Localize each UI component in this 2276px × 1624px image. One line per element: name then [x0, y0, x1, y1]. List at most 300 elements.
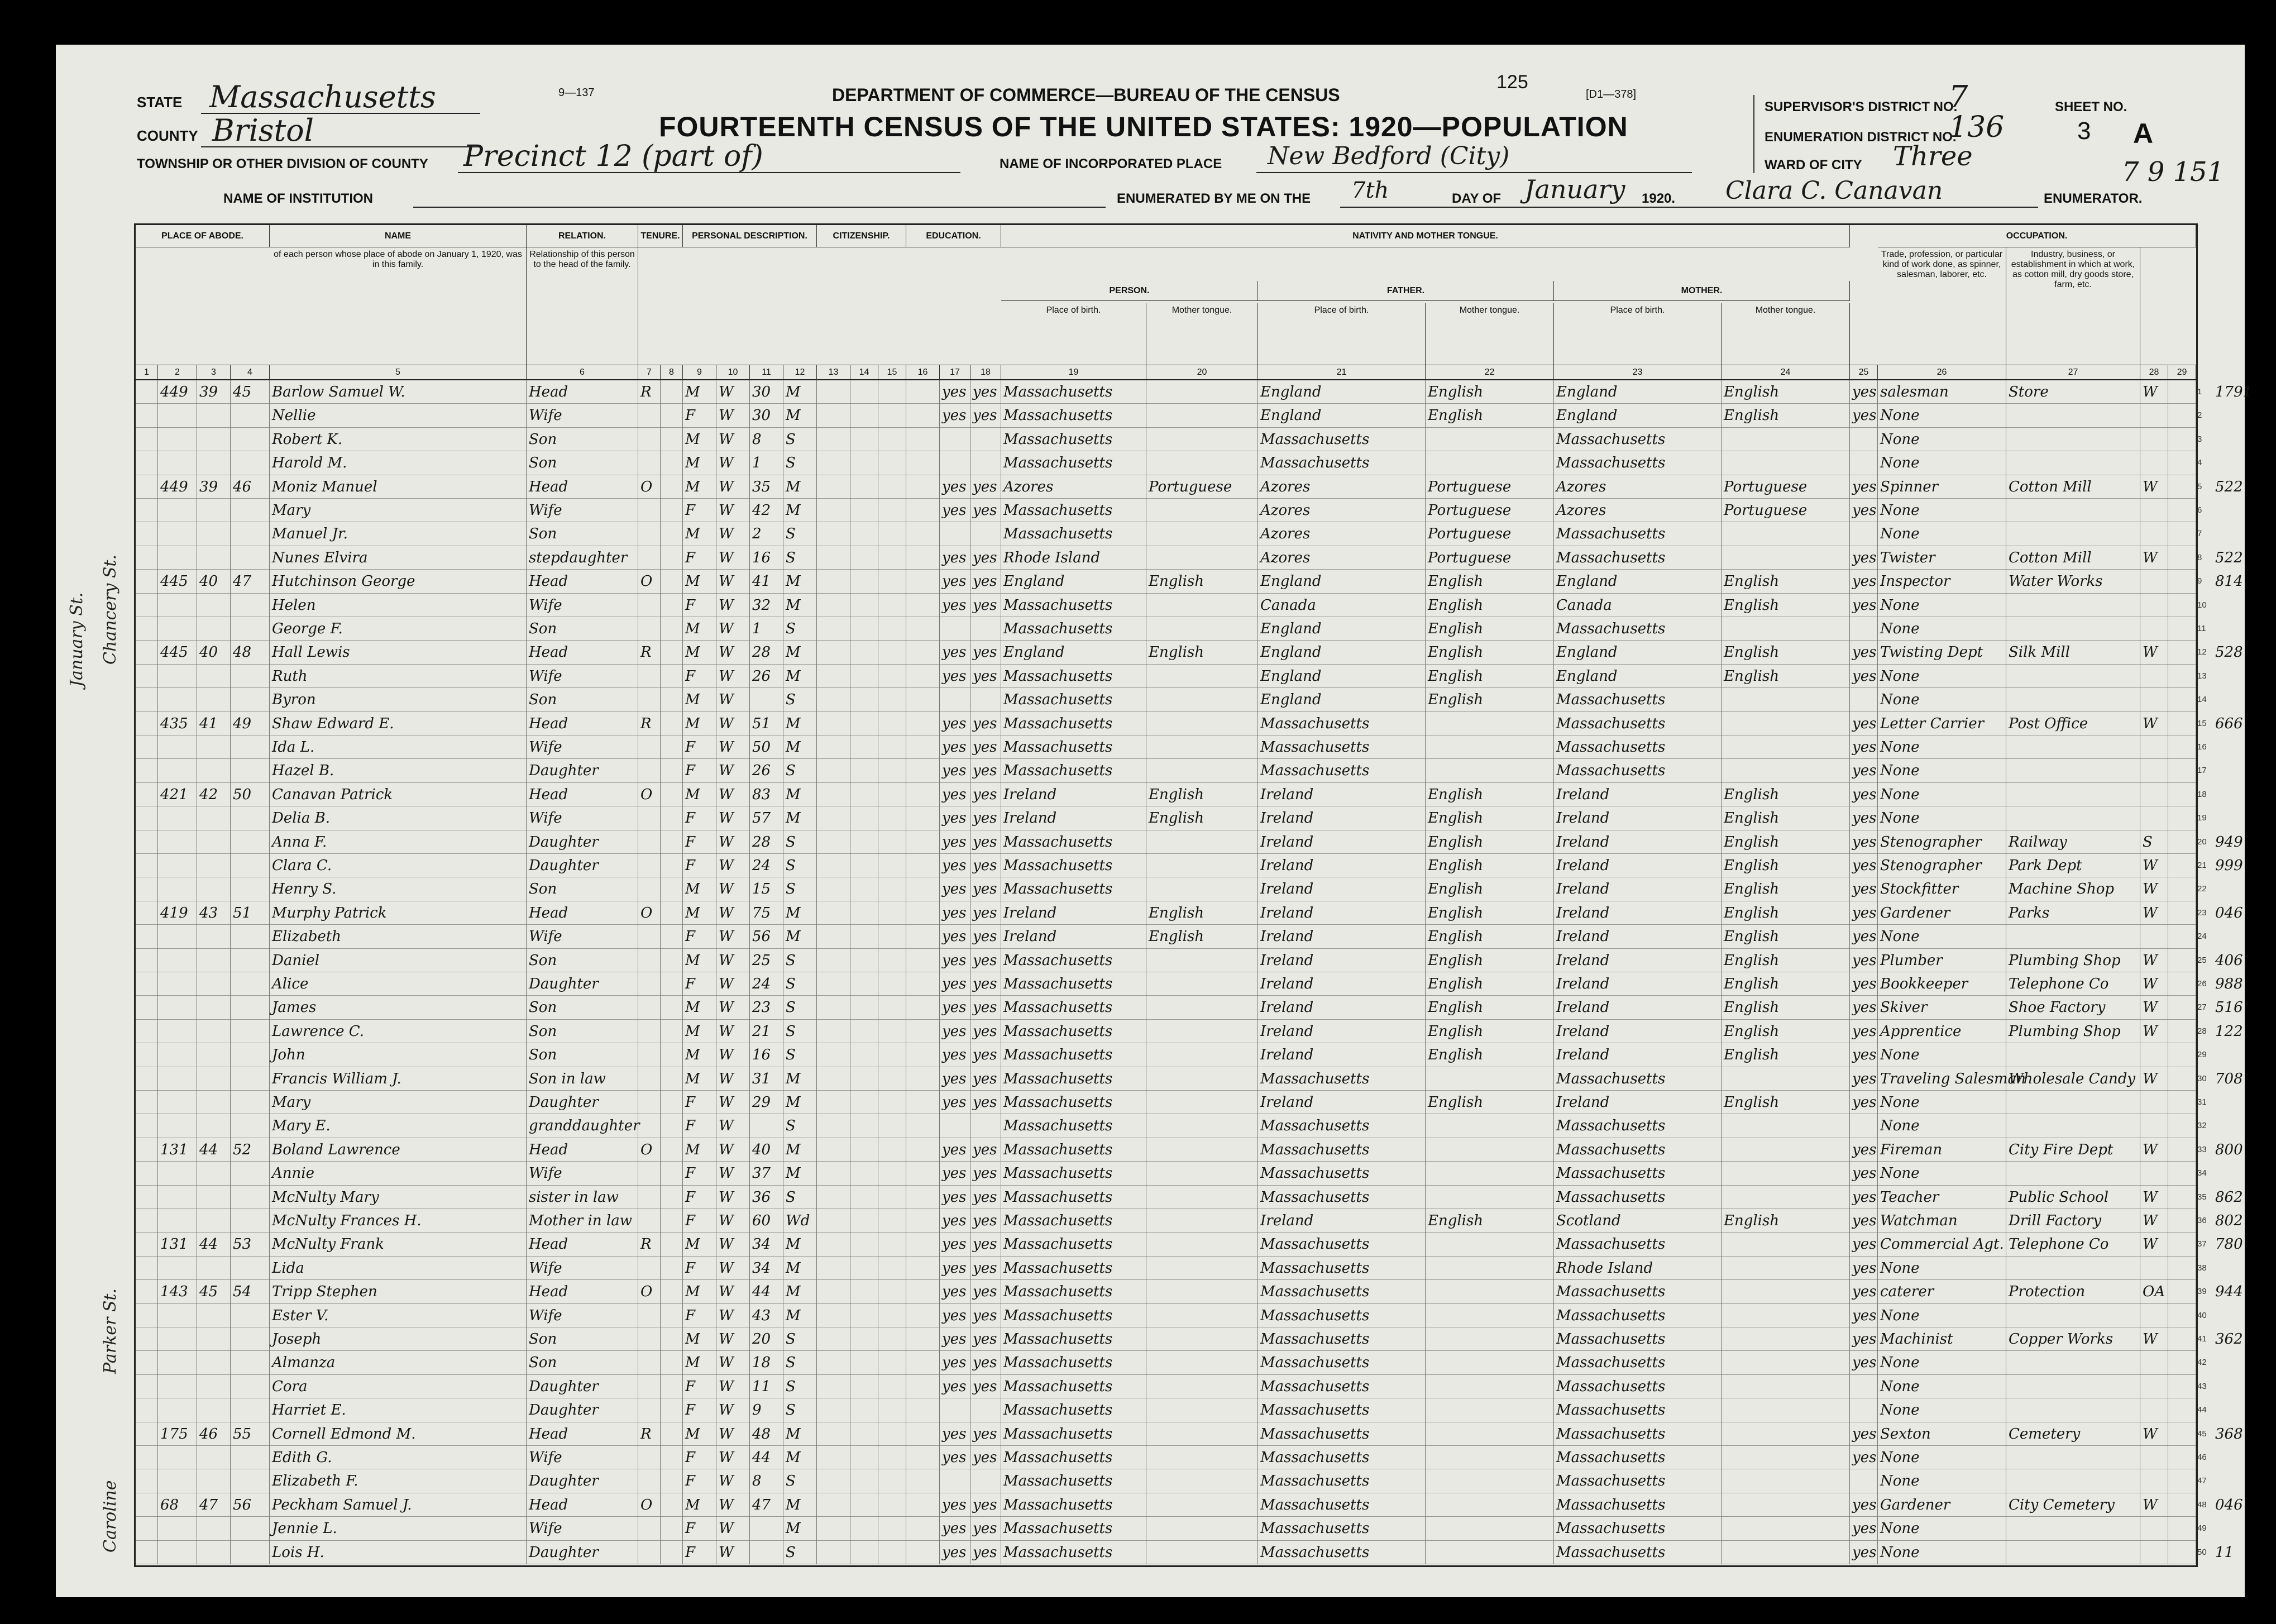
cell-ptongue: [1146, 1304, 1258, 1327]
cell-read: yes: [940, 1233, 970, 1256]
cell-emp: [2140, 925, 2168, 948]
cell-mar: S: [783, 1351, 817, 1374]
cell-c15: [878, 901, 906, 925]
cell-occ: None: [1878, 451, 2006, 475]
cell-c14: [850, 475, 878, 499]
cell-house: [158, 594, 197, 617]
cell-emp: [2140, 1541, 2168, 1564]
cell-eng: yes: [1850, 972, 1878, 996]
cell-dw: [197, 1351, 231, 1374]
cell-c13: [817, 1257, 850, 1280]
township-label: TOWNSHIP OR OTHER DIVISION OF COUNTY: [137, 156, 428, 171]
cell-dw: [197, 1114, 231, 1138]
cell-dw: [197, 972, 231, 996]
cell-c29: [2168, 1517, 2196, 1540]
cell-occ: Traveling Salesman: [1878, 1067, 2006, 1091]
line-number: 50: [2197, 1547, 2207, 1557]
cell-race: W: [716, 1114, 750, 1138]
cell-ten2: [661, 759, 683, 782]
cell-ptongue: [1146, 1398, 1258, 1422]
right-margin-code: 800: [2215, 1141, 2243, 1158]
cell-dw: [197, 1304, 231, 1327]
cell-c14: [850, 617, 878, 641]
cell-pob: Massachusetts: [1001, 1209, 1146, 1233]
cell-ftongue: [1426, 1114, 1554, 1138]
cell-st: [136, 1280, 158, 1303]
cell-name: McNulty Frances H.: [270, 1209, 527, 1233]
cell-c14: [850, 380, 878, 404]
cell-st: [136, 1493, 158, 1517]
cell-fpob: England: [1258, 380, 1426, 404]
cell-race: W: [716, 901, 750, 925]
cell-house: [158, 688, 197, 711]
cell-read: yes: [940, 1375, 970, 1398]
cell-emp: OA: [2140, 1280, 2168, 1303]
cell-read: yes: [940, 570, 970, 593]
cell-fpob: Ireland: [1258, 830, 1426, 854]
cell-name: Joseph: [270, 1327, 527, 1351]
cell-c16: [906, 1351, 940, 1374]
cell-c15: [878, 1162, 906, 1185]
cell-c14: [850, 1541, 878, 1564]
cell-name: Hazel B.: [270, 759, 527, 782]
cell-write: yes: [970, 641, 1001, 664]
column-number: 20: [1146, 365, 1258, 380]
cell-ind: Wholesale Candy: [2006, 1067, 2140, 1091]
cell-c29: [2168, 735, 2196, 759]
cell-race: W: [716, 1162, 750, 1185]
cell-c15: [878, 1446, 906, 1469]
cell-pob: Massachusetts: [1001, 877, 1146, 901]
cell-c13: [817, 570, 850, 593]
cell-c15: [878, 1257, 906, 1280]
cell-occ: None: [1878, 1091, 2006, 1114]
cell-ten2: [661, 1517, 683, 1540]
cell-ftongue: [1426, 1138, 1554, 1162]
cell-name: Alice: [270, 972, 527, 996]
cell-c13: [817, 404, 850, 427]
cell-ind: Telephone Co: [2006, 972, 2140, 996]
cell-occ: None: [1878, 759, 2006, 782]
table-row: [136, 735, 2207, 759]
cell-read: yes: [940, 1517, 970, 1540]
cell-read: yes: [940, 949, 970, 972]
cell-mar: S: [783, 996, 817, 1019]
cell-mpob: Massachusetts: [1554, 1446, 1722, 1469]
cell-eng: yes: [1850, 1280, 1878, 1303]
cell-mtongue: English: [1722, 925, 1850, 948]
cell-dw: [197, 877, 231, 901]
table-row: [136, 617, 2206, 641]
line-number: 5: [2197, 481, 2202, 491]
cell-c13: [817, 1067, 850, 1091]
table-row: [136, 949, 2243, 972]
cell-ten: [638, 1398, 661, 1422]
cell-eng: [1850, 1469, 1878, 1493]
cell-mar: S: [783, 1043, 817, 1067]
cell-c15: [878, 830, 906, 854]
cell-c16: [906, 1020, 940, 1043]
cell-ftongue: [1426, 1280, 1554, 1303]
right-margin-code: 522: [2215, 549, 2243, 566]
cell-eng: yes: [1850, 1446, 1878, 1469]
cell-occ: None: [1878, 1375, 2006, 1398]
cell-eng: [1850, 1114, 1878, 1138]
cell-mtongue: [1722, 1280, 1850, 1303]
cell-age: 44: [750, 1446, 783, 1469]
cell-c16: [906, 901, 940, 925]
table-row: [136, 1043, 2207, 1067]
cell-c16: [906, 1280, 940, 1303]
table-row: [136, 1091, 2207, 1114]
table-row: [136, 404, 2202, 427]
cell-ptongue: [1146, 1138, 1258, 1162]
cell-pob: Massachusetts: [1001, 1067, 1146, 1091]
cell-ten2: [661, 949, 683, 972]
cell-ten2: [661, 641, 683, 664]
cell-write: yes: [970, 1233, 1001, 1256]
cell-ten2: [661, 546, 683, 570]
cell-ten2: [661, 1043, 683, 1067]
cell-ten: [638, 972, 661, 996]
cell-c16: [906, 1469, 940, 1493]
cell-rel: Head: [527, 1280, 638, 1303]
cell-emp: S: [2140, 830, 2168, 854]
cell-eng: yes: [1850, 1067, 1878, 1091]
cell-fpob: Massachusetts: [1258, 1469, 1426, 1493]
table-row: [136, 1493, 2243, 1517]
cell-eng: yes: [1850, 877, 1878, 901]
cell-occ: Stenographer: [1878, 830, 2006, 854]
cell-write: [970, 428, 1001, 451]
cell-c16: [906, 1209, 940, 1233]
cell-sex: F: [683, 735, 716, 759]
state-value: Massachusetts: [209, 79, 436, 114]
cell-eng: [1850, 688, 1878, 711]
supervisor-label: SUPERVISOR'S DISTRICT NO.: [1765, 99, 1958, 114]
cell-pob: Ireland: [1001, 783, 1146, 806]
cell-ptongue: English: [1146, 641, 1258, 664]
cell-dw: 41: [197, 712, 231, 735]
cell-fam: [231, 877, 270, 901]
cell-ptongue: [1146, 1209, 1258, 1233]
cell-eng: yes: [1850, 901, 1878, 925]
cell-rel: Son: [527, 1020, 638, 1043]
cell-eng: yes: [1850, 759, 1878, 782]
cell-age: 1: [750, 617, 783, 641]
cell-house: [158, 949, 197, 972]
cell-rel: Wife: [527, 665, 638, 688]
cell-ptongue: [1146, 688, 1258, 711]
cell-fam: 52: [231, 1138, 270, 1162]
cell-fam: [231, 428, 270, 451]
cell-ten2: [661, 877, 683, 901]
cell-c15: [878, 570, 906, 593]
cell-fpob: Massachusetts: [1258, 1517, 1426, 1540]
cell-read: yes: [940, 1280, 970, 1303]
cell-race: W: [716, 972, 750, 996]
group-relation: RELATION.: [527, 225, 638, 247]
cell-dw: [197, 1541, 231, 1564]
sub-person: PERSON.: [1001, 281, 1258, 301]
cell-ten: [638, 499, 661, 522]
table-row: [136, 1280, 2243, 1303]
cell-fpob: Massachusetts: [1258, 1186, 1426, 1209]
cell-emp: W: [2140, 877, 2168, 901]
cell-ten2: [661, 925, 683, 948]
cell-emp: [2140, 1446, 2168, 1469]
cell-eng: yes: [1850, 380, 1878, 404]
cell-c14: [850, 1233, 878, 1256]
cell-ftongue: English: [1426, 1209, 1554, 1233]
cell-house: [158, 1162, 197, 1185]
cell-mpob: Ireland: [1554, 877, 1722, 901]
cell-st: [136, 1162, 158, 1185]
cell-race: W: [716, 1517, 750, 1540]
cell-read: yes: [940, 1351, 970, 1374]
cell-pob: Massachusetts: [1001, 1257, 1146, 1280]
cell-c29: [2168, 1375, 2196, 1398]
cell-c29: [2168, 641, 2196, 664]
cell-dw: [197, 499, 231, 522]
cell-age: 56: [750, 925, 783, 948]
cell-ten2: [661, 475, 683, 499]
cell-mar: M: [783, 570, 817, 593]
cell-ind: [2006, 617, 2140, 641]
cell-race: W: [716, 1446, 750, 1469]
line-number: 15: [2197, 718, 2207, 728]
cell-occ: None: [1878, 499, 2006, 522]
cell-write: yes: [970, 1351, 1001, 1374]
cell-fam: [231, 522, 270, 546]
cell-c29: [2168, 1280, 2196, 1303]
cell-race: W: [716, 688, 750, 711]
cell-ten: [638, 1162, 661, 1185]
cell-c13: [817, 665, 850, 688]
cell-c16: [906, 830, 940, 854]
cell-fpob: Massachusetts: [1258, 1327, 1426, 1351]
cell-c13: [817, 428, 850, 451]
table-row: [136, 854, 2243, 877]
cell-name: McNulty Frank: [270, 1233, 527, 1256]
cell-ten: [638, 830, 661, 854]
cell-ptongue: [1146, 759, 1258, 782]
cell-fam: [231, 1114, 270, 1138]
cell-ten: R: [638, 641, 661, 664]
state-label: STATE: [137, 94, 183, 111]
cell-ten: [638, 735, 661, 759]
cell-ten: R: [638, 1233, 661, 1256]
cell-fam: [231, 451, 270, 475]
cell-ten: [638, 1186, 661, 1209]
cell-house: 421: [158, 783, 197, 806]
cell-occ: None: [1878, 1517, 2006, 1540]
cell-ind: Cotton Mill: [2006, 475, 2140, 499]
institution-label: NAME OF INSTITUTION: [223, 191, 373, 206]
cell-ten2: [661, 688, 683, 711]
cell-write: [970, 451, 1001, 475]
line-number: 38: [2197, 1263, 2207, 1273]
cell-house: 131: [158, 1233, 197, 1256]
cell-sex: M: [683, 1067, 716, 1091]
cell-eng: [1850, 451, 1878, 475]
cell-ftongue: English: [1426, 996, 1554, 1019]
cell-eng: [1850, 522, 1878, 546]
cell-c29: [2168, 759, 2196, 782]
cell-dw: [197, 1469, 231, 1493]
cell-ten: [638, 1351, 661, 1374]
cell-st: [136, 428, 158, 451]
cell-read: [940, 428, 970, 451]
cell-mpob: England: [1554, 380, 1722, 404]
cell-fam: [231, 830, 270, 854]
cell-mtongue: English: [1722, 877, 1850, 901]
cell-rel: stepdaughter: [527, 546, 638, 570]
cell-read: yes: [940, 830, 970, 854]
table-row: [136, 1233, 2243, 1256]
table-row: [136, 428, 2202, 451]
cell-fam: [231, 735, 270, 759]
cell-sex: M: [683, 641, 716, 664]
right-margin-code: 516: [2215, 999, 2243, 1016]
cell-ftongue: English: [1426, 972, 1554, 996]
cell-fpob: Ireland: [1258, 1043, 1426, 1067]
cell-mar: M: [783, 1257, 817, 1280]
form-number: 9—137: [558, 87, 595, 99]
cell-ind: [2006, 451, 2140, 475]
cell-sex: M: [683, 1020, 716, 1043]
cell-st: [136, 1422, 158, 1446]
group-place-of-abode: PLACE OF ABODE.: [136, 225, 270, 247]
cell-st: [136, 1138, 158, 1162]
cell-age: 47: [750, 1493, 783, 1517]
cell-ftongue: [1426, 1162, 1554, 1185]
cell-c14: [850, 641, 878, 664]
cell-sex: M: [683, 996, 716, 1019]
column-number: 14: [850, 365, 878, 380]
cell-st: [136, 1114, 158, 1138]
cell-ten: [638, 617, 661, 641]
cell-mpob: Massachusetts: [1554, 712, 1722, 735]
cell-age: 57: [750, 806, 783, 830]
cell-eng: yes: [1850, 830, 1878, 854]
line-number: 3: [2197, 434, 2202, 444]
cell-ptongue: [1146, 1020, 1258, 1043]
cell-eng: yes: [1850, 665, 1878, 688]
cell-c16: [906, 1233, 940, 1256]
cell-mpob: Ireland: [1554, 925, 1722, 948]
cell-house: [158, 1398, 197, 1422]
cell-mtongue: [1722, 1351, 1850, 1374]
cell-c29: [2168, 1138, 2196, 1162]
cell-c13: [817, 783, 850, 806]
right-margin-code: 1791: [2215, 384, 2253, 400]
cell-fpob: Massachusetts: [1258, 735, 1426, 759]
cell-ftongue: Portuguese: [1426, 499, 1554, 522]
cell-fam: 47: [231, 570, 270, 593]
cell-ind: [2006, 759, 2140, 782]
cell-fpob: England: [1258, 404, 1426, 427]
cell-c14: [850, 949, 878, 972]
line-number: 4: [2197, 458, 2202, 468]
line-number: 43: [2197, 1381, 2207, 1391]
cell-pob: Massachusetts: [1001, 380, 1146, 404]
cell-dw: [197, 1209, 231, 1233]
cell-write: yes: [970, 1422, 1001, 1446]
cell-c14: [850, 499, 878, 522]
cell-ten2: [661, 1138, 683, 1162]
cell-c14: [850, 1351, 878, 1374]
cell-write: yes: [970, 1043, 1001, 1067]
cell-ftongue: [1426, 1493, 1554, 1517]
cell-mpob: Massachusetts: [1554, 1375, 1722, 1398]
cell-sex: M: [683, 1493, 716, 1517]
cell-c16: [906, 1257, 940, 1280]
cell-pob: Massachusetts: [1001, 949, 1146, 972]
cell-sex: F: [683, 972, 716, 996]
cell-ten: [638, 1304, 661, 1327]
cell-rel: Son: [527, 1043, 638, 1067]
cell-c29: [2168, 877, 2196, 901]
cell-c29: [2168, 830, 2196, 854]
cell-eng: yes: [1850, 404, 1878, 427]
cell-mar: S: [783, 1114, 817, 1138]
right-margin-code: 988: [2215, 976, 2243, 992]
cell-c14: [850, 759, 878, 782]
ward-value: Three: [1893, 141, 1973, 172]
line-number: 46: [2197, 1453, 2207, 1462]
cell-c16: [906, 972, 940, 996]
cell-sex: F: [683, 665, 716, 688]
cell-c29: [2168, 499, 2196, 522]
cell-st: [136, 1351, 158, 1374]
cell-c16: [906, 1517, 940, 1540]
cell-c16: [906, 594, 940, 617]
cell-name: Hutchinson George: [270, 570, 527, 593]
cell-mtongue: English: [1722, 641, 1850, 664]
cell-pob: Massachusetts: [1001, 972, 1146, 996]
cell-write: yes: [970, 949, 1001, 972]
cell-st: [136, 806, 158, 830]
cell-ten2: [661, 1209, 683, 1233]
cell-c13: [817, 1375, 850, 1398]
cell-fam: [231, 1351, 270, 1374]
cell-c29: [2168, 1186, 2196, 1209]
line-number: 41: [2197, 1334, 2207, 1344]
cell-age: 15: [750, 877, 783, 901]
cell-mpob: Ireland: [1554, 1043, 1722, 1067]
cell-dw: [197, 665, 231, 688]
cell-house: [158, 1469, 197, 1493]
cell-mpob: Massachusetts: [1554, 617, 1722, 641]
right-margin-code: 406: [2215, 952, 2243, 969]
cell-eng: yes: [1850, 925, 1878, 948]
line-number: 32: [2197, 1121, 2207, 1131]
cell-occ: Fireman: [1878, 1138, 2006, 1162]
cell-fam: [231, 1186, 270, 1209]
cell-age: 16: [750, 1043, 783, 1067]
cell-mpob: Massachusetts: [1554, 1162, 1722, 1185]
cell-c13: [817, 1043, 850, 1067]
cell-st: [136, 925, 158, 948]
cell-read: yes: [940, 1209, 970, 1233]
cell-mpob: Azores: [1554, 475, 1722, 499]
cell-house: [158, 1304, 197, 1327]
line-number: 16: [2197, 742, 2207, 752]
cell-c15: [878, 522, 906, 546]
line-number: 6: [2197, 505, 2202, 515]
cell-mtongue: [1722, 1304, 1850, 1327]
